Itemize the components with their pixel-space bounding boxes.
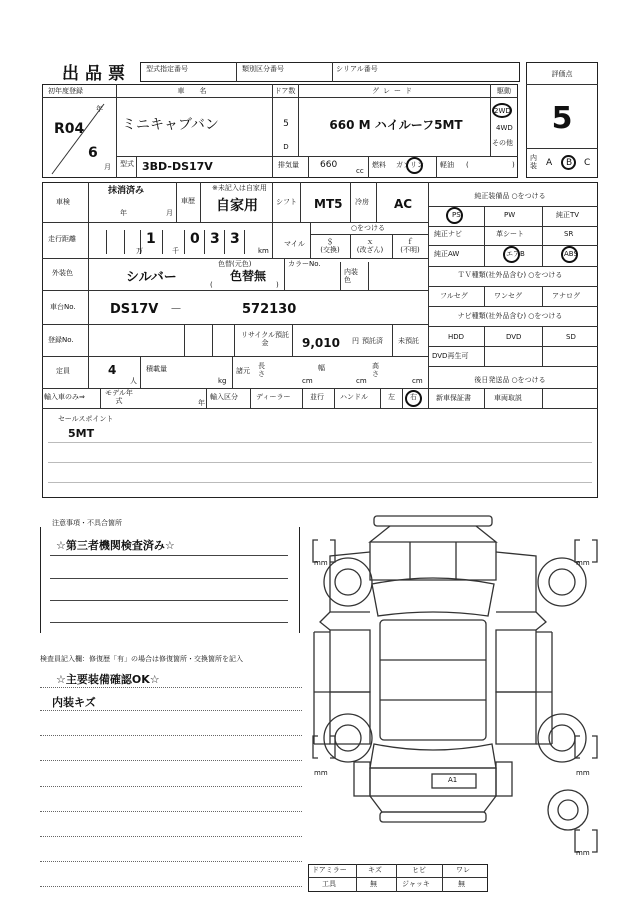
exterior-color-value: シルバー (126, 270, 177, 285)
history-label: 車歴 (181, 197, 195, 205)
car-name-label: 車 名 (177, 87, 211, 95)
caution-text: ☆第三者機関検査済み☆ (56, 539, 175, 552)
mileage-digit-1: 1 (146, 231, 156, 247)
model-label: 型式 (120, 160, 134, 168)
load-label: 積載量 (146, 365, 167, 373)
interior-grade-label: 内装 (530, 154, 537, 170)
equip-ps: PS (452, 211, 461, 219)
color-no-label: カラーNo. (288, 260, 321, 268)
dvd-playback-label: DVD再生可 (432, 352, 469, 360)
car-damage-diagram (300, 512, 610, 864)
recycle-not-deposited: 未預託 (398, 337, 419, 345)
equip-ps-circle (446, 207, 463, 224)
tv-fullseg: フルセグ (440, 292, 468, 300)
tv-oneseg: ワンセグ (494, 292, 522, 300)
ac-label: 冷房 (355, 198, 369, 206)
registration-no-label: 登録No. (48, 336, 74, 344)
handle-label: ハンドル (340, 393, 368, 401)
import-class-label: 輸入区分 (210, 393, 238, 401)
mileage-label: 走行距離 (48, 235, 76, 243)
inspector-label: 検査員記入欄：修復歴「有」の場合は修復箇所・交換箇所を記入 (40, 655, 243, 663)
recycle-label: リサイクル預託金 (240, 331, 290, 348)
mm-label-front-right: mm (576, 559, 590, 567)
chassis-dash: － (170, 302, 183, 316)
inspection-year-unit: 年 (120, 209, 127, 217)
registration-year: R04 (54, 121, 85, 137)
model-year-label: モデル年式 (105, 389, 133, 405)
evaluation-score: 5 (551, 101, 573, 136)
equip-leather: 革シート (496, 230, 524, 238)
jack-value: 無 (458, 880, 465, 888)
mile-opt-unknown: ｆ (不明) (400, 238, 420, 255)
tv-analog: アナログ (552, 292, 580, 300)
equip-pw: PW (504, 211, 516, 219)
id-numbers-box (140, 62, 520, 82)
mileage-man: 万 (136, 247, 143, 255)
drive-4wd: 4WD (496, 124, 513, 132)
grade-label: グレード (372, 87, 416, 95)
damage-code: A1 (448, 776, 458, 784)
sales-point-text: 5MT (68, 427, 95, 440)
mileage-sen: 千 (172, 247, 179, 255)
load-unit: kg (218, 377, 227, 385)
fuel-gasoline-circle (406, 157, 423, 174)
right-handle-circle (405, 390, 422, 407)
grade-value: 660 M ハイルーフ5MT (329, 118, 463, 132)
registration-month: 6 (88, 145, 98, 161)
jack-label: ジャッキ (402, 880, 430, 888)
navi-dvd: DVD (506, 333, 522, 341)
exterior-color-label: 外装色 (52, 269, 73, 277)
mile-opt-exchange: ＄ (交換) (320, 238, 340, 255)
mm-label-spare: mm (576, 849, 590, 857)
doors-label: ドア数 (274, 87, 296, 95)
capacity-value: 4 (108, 363, 117, 377)
recycle-unit: 円 (352, 337, 359, 345)
width-cm: cm (356, 377, 367, 385)
circle-note: ○をつける (350, 224, 386, 232)
mile-label: マイル (284, 240, 305, 248)
mm-label-front-left: mm (314, 559, 328, 567)
import-label: 輸入車のみ⇒ (44, 393, 85, 401)
inspector-line-2: 内装キズ (52, 696, 96, 709)
width-label: 幅 (318, 364, 325, 372)
parallel-label: 並行 (310, 393, 324, 401)
tools-value: 無 (370, 880, 377, 888)
evaluation-label: 評価点 (551, 70, 573, 78)
dealer-label: ディーラー (256, 393, 291, 401)
mileage-digit-4: 3 (230, 231, 240, 247)
model-value: 3BD-DS17V (142, 160, 213, 173)
displacement-label: 排気量 (278, 161, 299, 169)
fuel-label: 燃料 (372, 161, 386, 169)
equip-tv: 純正TV (556, 211, 580, 219)
serial-number-label: シリアル番号 (336, 65, 378, 73)
later-manual: 車両取説 (494, 394, 522, 402)
left-handle: 左 (388, 393, 395, 401)
tools-label: 工具 (322, 880, 336, 888)
interior-grade-a: A (546, 158, 553, 168)
later-shipment-label: 後日発送品 ○をつける (474, 376, 546, 384)
unregistered-note: ※未記入は自家用 (212, 184, 267, 192)
genuine-equipment-label: 純正装備品 ○をつける (474, 192, 546, 200)
chassis-label: 車台No. (50, 303, 76, 311)
mile-opt-tampered: ｘ (改ざん) (356, 238, 384, 255)
dims-label: 諸元 (236, 367, 250, 375)
drive-2wd-circle (492, 103, 512, 118)
displacement-unit: cc (356, 167, 364, 175)
type-designation-label: 型式指定番号 (146, 65, 188, 73)
crack-label: ヒビ (412, 866, 426, 874)
model-year-unit: 年 (198, 399, 205, 407)
mileage-digit-2: 0 (190, 231, 200, 247)
drive-label: 駆動 (497, 87, 511, 95)
form-title: 出品票 (62, 64, 131, 84)
equip-sr: SR (564, 230, 574, 238)
mileage-unit: km (258, 247, 269, 255)
length-label: 長さ (258, 362, 265, 378)
recycle-deposited: 預託済 (362, 337, 383, 345)
month-unit: 月 (104, 163, 111, 171)
equip-abs-circle (561, 246, 578, 263)
shift-label: シフト (276, 198, 297, 206)
equip-abs: ABS (564, 250, 578, 258)
capacity-label: 定員 (56, 367, 70, 375)
scratch-label: キズ (368, 866, 382, 874)
capacity-unit: 人 (130, 377, 137, 385)
navi-sd: SD (566, 333, 576, 341)
inspection-month-unit: 月 (166, 209, 173, 217)
sales-point-label: セールスポイント (58, 415, 114, 423)
car-name: ミニキャブバン (122, 117, 219, 133)
equip-aw: 純正AW (434, 250, 460, 258)
color-change-label: 色替(元色) (218, 260, 252, 268)
mm-label-rear-right: mm (576, 769, 590, 777)
later-warranty: 新車保証書 (436, 394, 471, 402)
interior-color-label: 内装色 (344, 268, 358, 285)
ac-value: AC (394, 197, 413, 211)
height-cm: cm (412, 377, 423, 385)
doors-value: 5 (283, 119, 289, 129)
mm-label-rear-left: mm (314, 769, 328, 777)
year-unit: 年 (96, 105, 103, 113)
inspection-label: 車検 (56, 198, 70, 206)
tv-type-label: ＴＶ種類(社外品含む) ○をつける (457, 271, 563, 279)
equip-airbag-circle (503, 246, 520, 263)
right-handle: 右 (410, 393, 417, 401)
first-registration-label: 初年度登録 (48, 87, 83, 95)
interior-grade-b-circle (561, 155, 576, 170)
caution-label: 注意事項・不具合箇所 (52, 519, 122, 527)
recycle-value: 9,010 (302, 336, 340, 350)
usage-value: 自家用 (216, 198, 258, 214)
light-oil-label: 軽油 (440, 161, 454, 169)
equip-navi: 純正ナビ (434, 230, 462, 238)
navi-hdd: HDD (448, 333, 465, 341)
color-change-value: 色替無 (230, 269, 267, 283)
mileage-digit-3: 3 (210, 231, 220, 247)
door-code: D (283, 143, 289, 151)
length-cm: cm (302, 377, 313, 385)
inspector-line-1: ☆主要装備確認OK☆ (56, 673, 160, 686)
chassis-prefix: DS17V (110, 302, 159, 317)
interior-grade-b: B (566, 158, 573, 168)
equip-airbag: エアB (506, 250, 525, 258)
break-label: ワレ (456, 866, 470, 874)
displacement-value: 660 (320, 160, 338, 170)
fuel-gasoline: ガソリン (396, 161, 424, 169)
door-mirror-label: ドアミラー (312, 866, 347, 874)
category-number-label: 類別区分番号 (242, 65, 284, 73)
shift-value: MT5 (314, 197, 343, 211)
drive-2wd: 2WD (494, 107, 511, 115)
chassis-number: 572130 (242, 302, 297, 317)
height-label: 高さ (372, 362, 379, 378)
interior-grade-c: C (584, 158, 591, 168)
drive-other: その他 (492, 139, 513, 147)
inspection-value: 抹消済み (108, 186, 145, 196)
navi-type-label: ナビ種類(社外品含む) ○をつける (457, 312, 563, 320)
